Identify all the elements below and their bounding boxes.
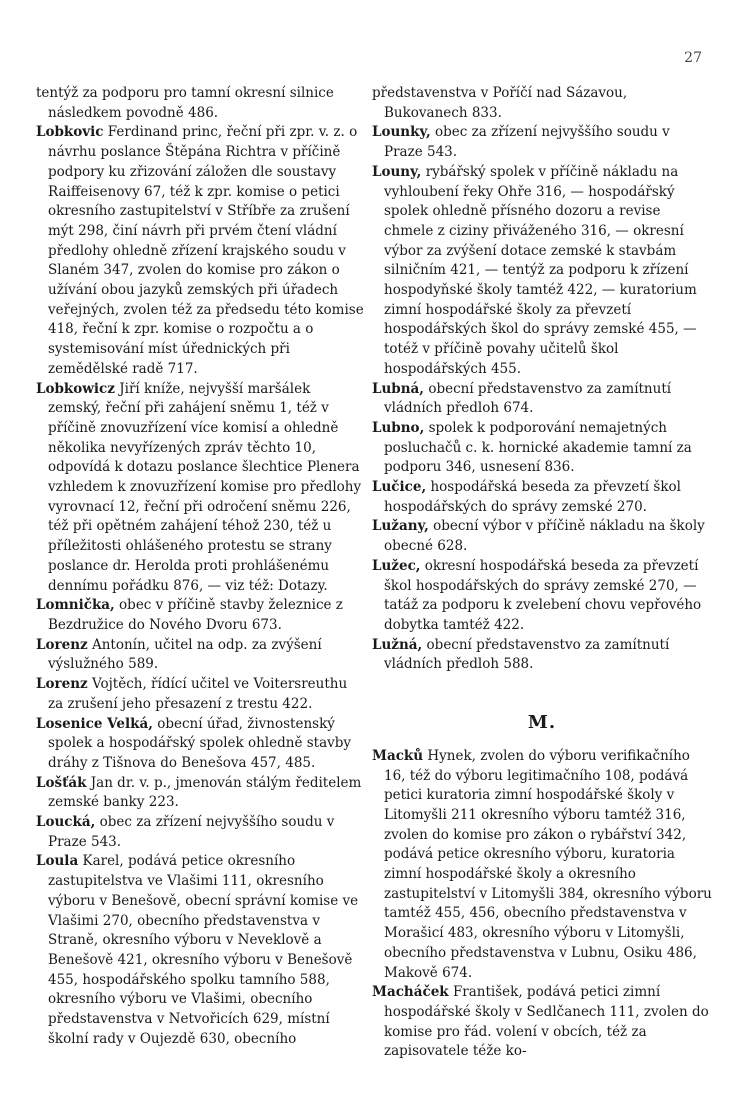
entry-headword: Macháček <box>372 984 449 1001</box>
entry-text: tentýž za podporu pro tamní okresní silnice následkem povodně 486. <box>36 85 334 121</box>
entry-text: obecní představenstvo za zamítnutí vládních předloh 588. <box>384 636 670 673</box>
index-entry <box>36 852 366 1049</box>
entry-text: okresní hospodářská beseda za převzetí škol hospodářských do správy zemské 270, — tatáž za podporu k zvelebení chovu vepřového dobytka tamtéž 422. <box>384 557 702 633</box>
index-entry <box>36 596 366 635</box>
entry-text: Karel, podává petice okresního zastupitelstva ve Vlašimi 111, okresního výboru v Benešově, obecní správní komise ve Vlašimi 270, obecního představenstva v Straně, okresního výboru v Neveklově a Benešově 421, okresního výboru v Benešově 455, hospodářského spolku tamního 588, okresního výboru ve Vlašimi, obecního představenstva v Netvořicích 629, místní školní rady v Oujezdě 630, obecního <box>48 853 359 1047</box>
entry-text: hospodářská beseda za převzetí škol hospodářských do správy zemské 270. <box>384 479 681 515</box>
entry-text: obec za zřízení nejvyššího soudu v Praze 543. <box>48 814 335 850</box>
entry-headword: Lužany, <box>372 518 429 535</box>
entry-headword: Lobkowicz <box>36 380 115 397</box>
index-entry <box>372 419 712 478</box>
entry-text: obecní výbor v příčině nákladu na školy obecné 628. <box>384 518 705 555</box>
entry-text: obecní představenstvo za zamítnutí vládních předloh 674. <box>384 380 672 417</box>
entry-text: Antonín, učitel na odp. za zvýšení výslužného 589. <box>48 636 322 673</box>
index-entry <box>36 675 366 714</box>
page-number: 27 <box>684 50 702 66</box>
entry-text: obec v příčině stavby železnice z Bezdružice do Nového Dvoru 673. <box>48 597 343 633</box>
entry-headword: Lužec, <box>372 557 421 574</box>
index-entry <box>36 636 366 675</box>
entry-headword: Losenice Velká, <box>36 715 153 732</box>
entry-text: obec za zřízení nejvyššího soudu v Praze 543. <box>384 124 670 161</box>
entry-text: Vojtěch, řídící učitel ve Voitersreuthu za zrušení jeho přesazení z trestu 422. <box>48 676 348 712</box>
entry-headword: Lužná, <box>372 636 423 653</box>
index-entry <box>372 747 712 983</box>
entry-headword: Lorenz <box>36 636 88 653</box>
entry-text: Jan dr. v. p., jmenován stálým ředitelem zemské banky 223. <box>48 774 362 811</box>
index-entry <box>36 715 366 774</box>
section-letter-m: M. <box>527 712 557 734</box>
index-entry <box>36 380 366 597</box>
entry-headword: Lomnička, <box>36 597 115 614</box>
index-entry <box>36 774 366 813</box>
index-entry <box>372 84 712 123</box>
index-entry <box>372 983 712 1062</box>
index-entry <box>372 517 712 556</box>
index-entry <box>372 636 712 675</box>
entry-headword: Lubná, <box>372 380 425 397</box>
entry-headword: Lučice, <box>372 479 427 496</box>
entry-headword: Lobkovic <box>36 124 104 141</box>
index-entry <box>372 163 712 380</box>
right-column <box>372 84 712 1062</box>
entry-headword: Lošťák <box>36 774 87 791</box>
entry-headword: Loula <box>36 853 79 870</box>
entry-text: František, podává petici zimní hospodářské školy v Sedlčanech 111, zvolen do komise pro řád. volení v obcích, též za zapisovatele téže ko- <box>384 984 709 1060</box>
index-entry <box>36 84 366 123</box>
index-entry <box>372 478 712 517</box>
entry-text: Jiří kníže, nejvyšší maršálek zemský, řeční při zahájení sněmu 1, též v příčině znovuzřízení více komisí a ohledně několika nevyřízených zpráv těchto 10, odpovídá k dotazu poslance šlechtice Plenera vzhledem k znovuzřízení komise pro předlohy vyrovnací 12, řeční při odročení sněmu 226, též při opětném zahájení téhož 230, též u příležitosti ohlášeného protestu se strany poslance dr. Herolda proti prohlášenému dennímu pořádku 876, — viz též: Dotazy. <box>48 380 362 594</box>
entry-headword: Louny, <box>372 163 422 180</box>
index-entry <box>372 123 712 162</box>
entry-headword: Macků <box>372 747 424 764</box>
index-entry <box>36 813 366 852</box>
entry-headword: Lubno, <box>372 419 425 436</box>
index-entry <box>372 380 712 419</box>
entry-text: Hynek, zvolen do výboru verifikačního 16, též do výboru legitimačního 108, podává petici kuratoria zimní hospodářské školy v Litomyšli 211 okresního výboru tamtéž 316, zvolen do komise pro zákon o rybářství 342, podává petice okresního výboru, kuratoria zimní hospodářské školy a okresního zastupitelství v Litomyšli 384, okresního výboru tamtéž 455, 456, obecního představenstva v Morašicí 483, okresního výboru v Litomyšli, obecního představenstva v Lubnu, Osiku 486, Makově 674. <box>384 747 712 981</box>
entry-text: spolek k podporování nemajetných posluchačů c. k. hornické akademie tamní za podporu 346, usnesení 836. <box>384 419 692 476</box>
entry-text: představenstva v Poříčí nad Sázavou, Bukovanech 833. <box>372 85 628 121</box>
left-column <box>36 84 366 1049</box>
entry-text: rybářský spolek v příčině nákladu na vyhloubení řeky Ohře 316, — hospodářský spolek ohledně přísného dozoru a revise chmele z ciziny přiváženého 316, — okresní výbor za zvýšení dotace zemské k stavbám silničním 421, — tentýž za podporu k zřízení hospodyňské školy tamtéž 422, — kuratorium zimní hospodářské školy za převzetí hospodářských škol do správy zemské 455, — totéž v příčině povahy učitelů škol hospodářských 455. <box>384 163 697 377</box>
entry-text: Ferdinand princ, řeční při zpr. v. z. o návrhu poslance Štěpána Richtra v příčině podpory ku zřizování záložen dle soustavy Raiffeisenovy 67, též k zpr. komise o petici okresního zastupitelství v Stříbře za zrušení mýt 298, činí návrh při prvém čtení vládní předlohy ohledně zřízení krajského soudu v Slaném 347, zvolen do komise pro zákon o užívání obou jazyků zemských při úřadech veřejných, zvolen též za předsedu této komise 418, řeční k zpr. komise o rozpočtu a o systemisování míst úřednických při zemědělské radě 717. <box>48 124 364 377</box>
index-entry <box>372 557 712 636</box>
entry-headword: Loucká, <box>36 814 96 831</box>
index-entry <box>36 123 366 379</box>
entry-headword: Lorenz <box>36 676 88 693</box>
entry-text: obecní úřad, živnostenský spolek a hospodářský spolek ohledně stavby dráhy z Tišnova do Benešova 457, 485. <box>48 715 352 771</box>
entry-headword: Lounky, <box>372 124 431 141</box>
